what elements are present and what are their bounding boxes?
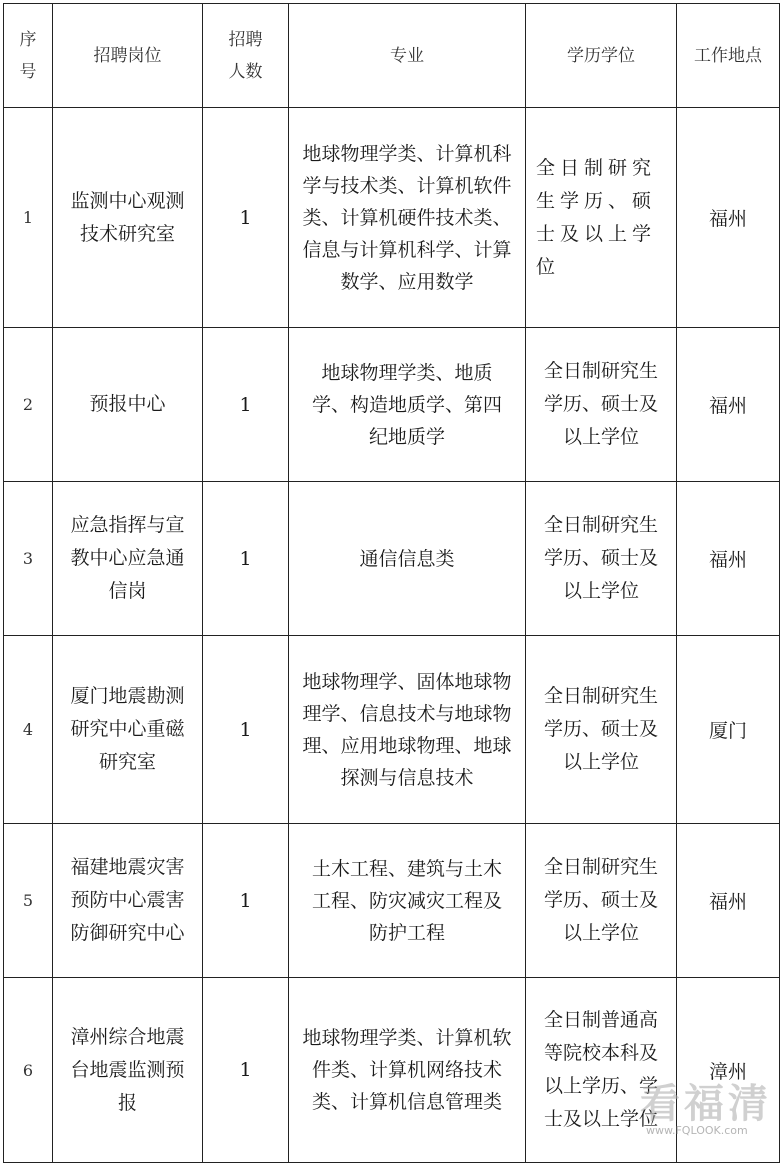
row-education: 全日制研究生学历、硕士及以上学位 [526,636,677,824]
row-seq: 5 [4,824,53,978]
row-count: 1 [203,978,289,1163]
watermark-url: www.FQLOOK.com [646,1124,748,1137]
header-seq: 序号 [4,4,53,108]
recruitment-table [3,3,780,1163]
table-row [4,824,780,978]
row-major: 地球物理学类、计算机科学与技术类、计算机软件类、计算机硬件技术类、信息与计算机科学、计算数学、应用数学 [289,108,526,328]
header-location: 工作地点 [677,4,780,108]
row-position: 应急指挥与宣教中心应急通信岗 [53,482,203,636]
row-education: 全日制研究生学历、硕士及以上学位 [526,108,677,328]
header-major: 专业 [289,4,526,108]
header-row [4,4,780,108]
row-education: 全日制研究生学历、硕士及以上学位 [526,328,677,482]
table-row [4,482,780,636]
table-row [4,636,780,824]
row-position: 漳州综合地震台地震监测预报 [53,978,203,1163]
row-seq: 4 [4,636,53,824]
row-location: 福州 [677,108,780,328]
row-education: 全日制研究生学历、硕士及以上学位 [526,482,677,636]
row-seq: 2 [4,328,53,482]
header-count: 招聘人数 [203,4,289,108]
row-seq: 3 [4,482,53,636]
header-education: 学历学位 [526,4,677,108]
row-major: 地球物理学、固体地球物理学、信息技术与地球物理、应用地球物理、地球探测与信息技术 [289,636,526,824]
row-count: 1 [203,108,289,328]
row-major: 通信信息类 [289,482,526,636]
row-position: 预报中心 [53,328,203,482]
row-position: 监测中心观测技术研究室 [53,108,203,328]
row-seq: 6 [4,978,53,1163]
row-education: 全日制研究生学历、硕士及以上学位 [526,824,677,978]
row-seq: 1 [4,108,53,328]
watermark-logo: 看福清 [640,1081,772,1127]
table-row [4,108,780,328]
row-major: 地球物理学类、计算机软件类、计算机网络技术类、计算机信息管理类 [289,978,526,1163]
row-count: 1 [203,824,289,978]
table-row [4,328,780,482]
row-count: 1 [203,636,289,824]
row-education: 全日制普通高等院校本科及以上学历、学士及以上学位 [526,978,677,1163]
row-count: 1 [203,482,289,636]
row-major: 土木工程、建筑与土木工程、防灾减灾工程及防护工程 [289,824,526,978]
row-location: 福州 [677,482,780,636]
row-location: 厦门 [677,636,780,824]
row-location: 福州 [677,824,780,978]
row-position: 福建地震灾害预防中心震害防御研究中心 [53,824,203,978]
row-major: 地球物理学类、地质学、构造地质学、第四纪地质学 [289,328,526,482]
row-position: 厦门地震勘测研究中心重磁研究室 [53,636,203,824]
header-position: 招聘岗位 [53,4,203,108]
row-count: 1 [203,328,289,482]
row-location: 福州 [677,328,780,482]
row-location: 漳州 [677,978,780,1163]
table-row [4,978,780,1163]
